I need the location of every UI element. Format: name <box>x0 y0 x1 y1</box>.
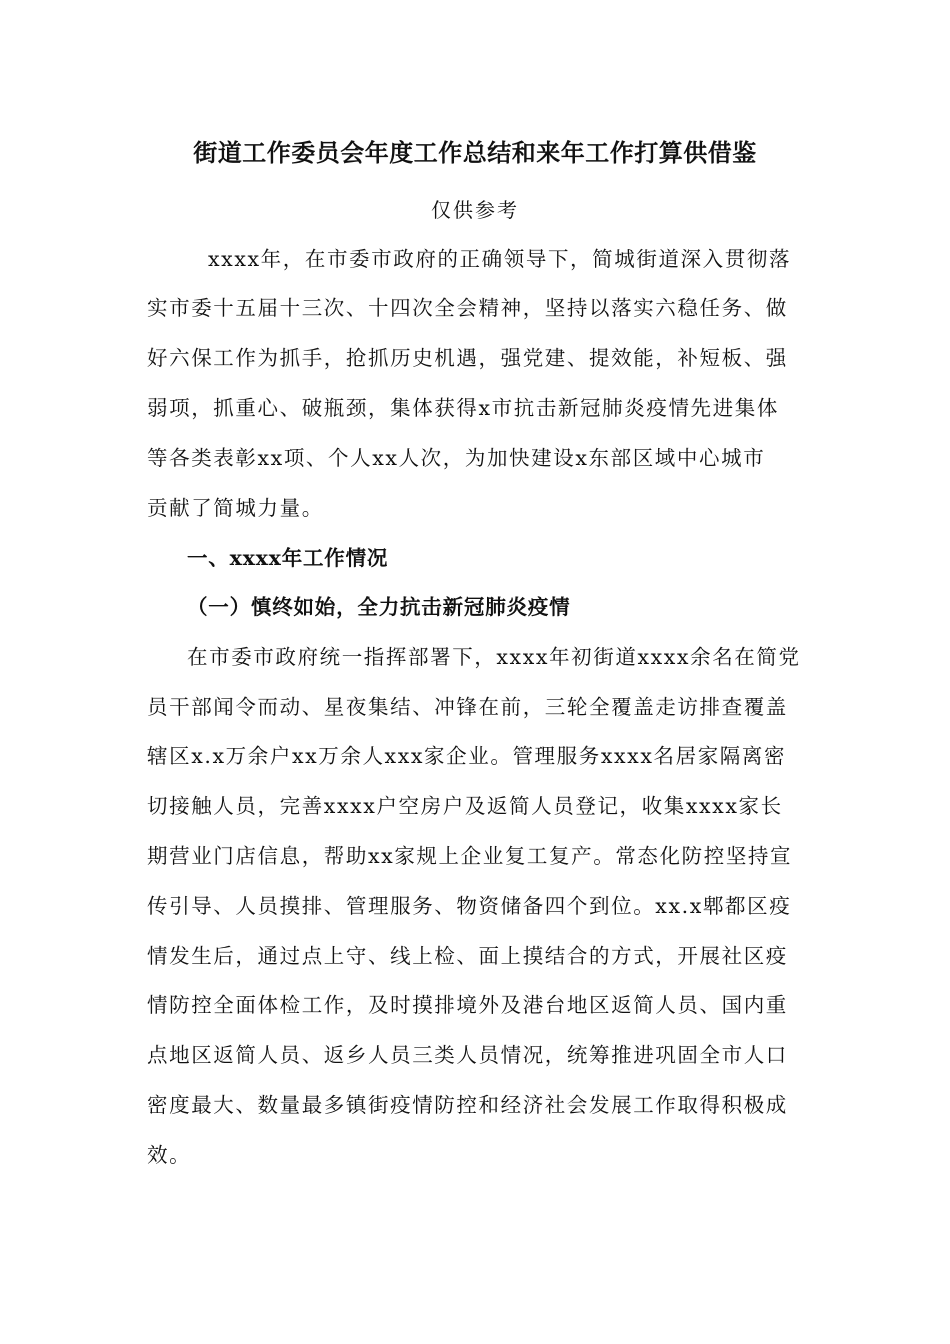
paragraph-line: 等各类表彰xx项、个人xx人次，为加快建设x东部区域中心城市 <box>147 446 766 470</box>
paragraph-line: 弱项，抓重心、破瓶颈，集体获得x市抗击新冠肺炎疫情先进集体 <box>147 396 779 420</box>
paragraph-line: 贡献了简城力量。 <box>147 496 324 520</box>
subsection-heading: （一）慎终如始，全力抗击新冠肺炎疫情 <box>187 595 571 619</box>
paragraph-line: xxxx年，在市委市政府的正确领导下，简城街道深入贯彻落 <box>208 247 792 271</box>
paragraph-line: 效。 <box>147 1143 192 1167</box>
document-subtitle: 仅供参考 <box>431 198 519 222</box>
paragraph-line: 传引导、人员摸排、管理服务、物资储备四个到位。xx.x郫都区疫 <box>147 894 792 918</box>
document-title: 街道工作委员会年度工作总结和来年工作打算供借鉴 <box>193 138 757 167</box>
paragraph-line: 情防控全面体检工作，及时摸排境外及港台地区返简人员、国内重 <box>147 993 788 1017</box>
paragraph-line: 员干部闻令而动、星夜集结、冲锋在前，三轮全覆盖走访排查覆盖 <box>147 695 788 719</box>
paragraph-line: 辖区x.x万余户xx万余人xxx家企业。管理服务xxxx名居家隔离密 <box>147 744 787 768</box>
paragraph-line: 期营业门店信息，帮助xx家规上企业复工复产。常态化防控坚持宣 <box>147 844 793 868</box>
section-heading: 一、xxxx年工作情况 <box>187 546 389 570</box>
paragraph-line: 点地区返简人员、返乡人员三类人员情况，统筹推进巩固全市人口 <box>147 1043 788 1067</box>
paragraph-line: 好六保工作为抓手，抢抓历史机遇，强党建、提效能，补短板、强 <box>147 346 788 370</box>
paragraph-line: 情发生后，通过点上守、线上检、面上摸结合的方式，开展社区疫 <box>147 944 788 968</box>
paragraph-line: 实市委十五届十三次、十四次全会精神，坚持以落实六稳任务、做 <box>147 296 788 320</box>
paragraph-line: 在市委市政府统一指挥部署下，xxxx年初街道xxxx余名在简党 <box>187 645 801 669</box>
paragraph-line: 密度最大、数量最多镇街疫情防控和经济社会发展工作取得积极成 <box>147 1093 788 1117</box>
paragraph-line: 切接触人员，完善xxxx户空房户及返简人员登记，收集xxxx家长 <box>147 794 783 818</box>
